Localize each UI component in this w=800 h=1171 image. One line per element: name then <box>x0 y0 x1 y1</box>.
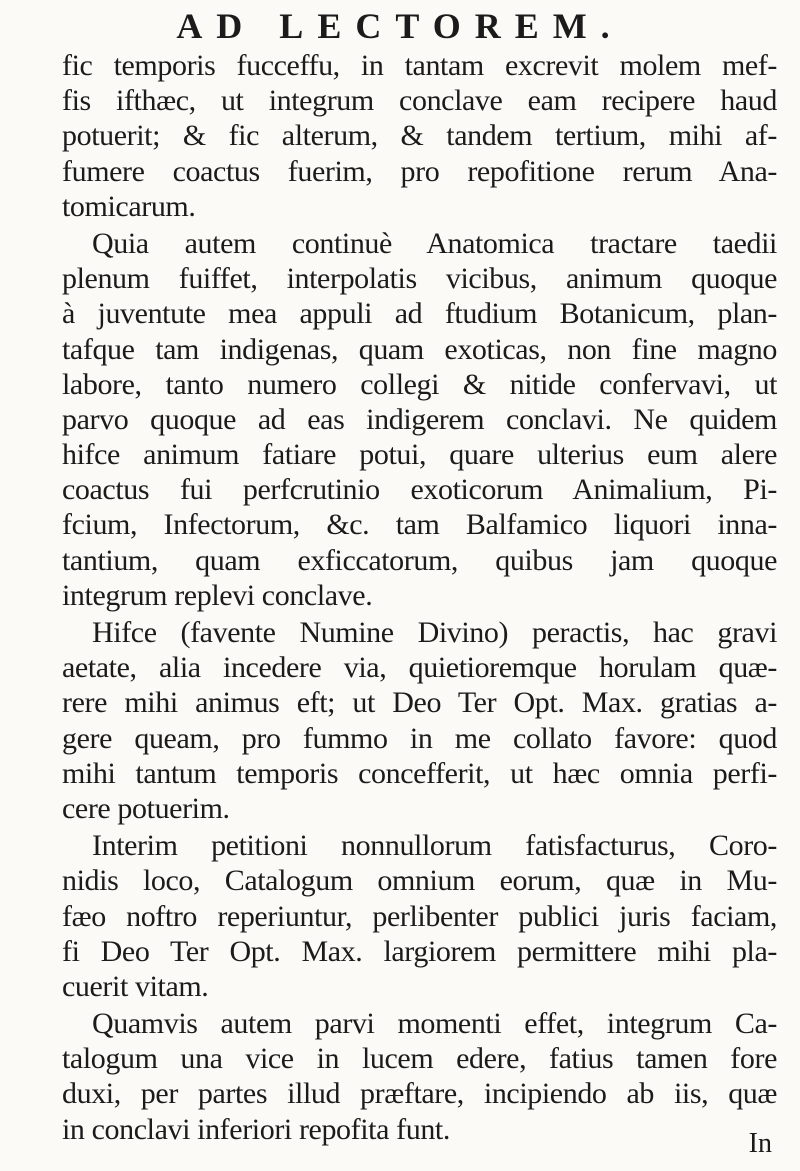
text-line: à juventute mea appuli ad ftudium Botanicum, plan- <box>62 297 777 331</box>
text-line: fic temporis fucceffu, in tantam excrevit molem mef- <box>62 49 777 82</box>
text-line: fi Deo Ter Opt. Max. largiorem permittere mihi pla- <box>62 934 777 968</box>
text-line: tafque tam indigenas, quam exoticas, non fine magno <box>62 332 777 366</box>
text-line: duxi, per partes illud præftare, incipiendo ab iis, quæ <box>62 1077 777 1111</box>
text-line: plenum fuiffet, interpolatis vicibus, animum quoque <box>62 262 777 296</box>
paragraph <box>62 48 777 224</box>
text-line: integrum replevi conclave. <box>62 578 373 612</box>
running-head: AD LECTOREM. <box>176 6 624 46</box>
paragraph <box>62 828 777 1004</box>
text-line: mihi tantum temporis concefferit, ut hæc omnia perfi- <box>62 756 777 790</box>
text-line: parvo quoque ad eas indigerem conclavi. Ne quidem <box>62 402 777 436</box>
text-line: tantium, quam exficcatorum, quibus jam quoque <box>62 543 777 577</box>
body-text <box>62 48 777 1147</box>
text-line: Interim petitioni nonnullorum fatisfacturus, Coro- <box>92 829 777 863</box>
text-line: aetate, alia incedere via, quietioremque horulam quæ- <box>62 651 777 685</box>
text-line: fis ifthæc, ut integrum conclave eam recipere haud <box>62 84 777 118</box>
text-line: cuerit vitam. <box>62 969 209 1003</box>
catchword: In <box>748 1128 772 1159</box>
text-line: Quia autem continuè Anatomica tractare taedii <box>92 226 777 260</box>
text-line: fæo noftro reperiuntur, perlibenter publici juris faciam, <box>62 899 777 933</box>
text-line: tomicarum. <box>62 189 196 223</box>
text-line: fumere coactus fuerim, pro repofitione rerum Ana- <box>62 154 777 188</box>
text-line: hifce animum fatiare potui, quare ulterius eum alere <box>62 438 777 472</box>
text-line: fcium, Infectorum, &c. tam Balfamico liquori inna- <box>62 508 777 542</box>
text-line: coactus fui perfcrutinio exoticorum Animalium, Pi- <box>62 473 777 507</box>
paragraph <box>62 226 777 613</box>
paragraph <box>62 615 777 826</box>
text-line: rere mihi animus eft; ut Deo Ter Opt. Max. gratias a- <box>62 686 777 720</box>
text-line: in conclavi inferiori repofita funt. <box>62 1112 450 1146</box>
text-line: potuerit; & fic alterum, & tandem tertium, mihi af- <box>62 119 777 153</box>
text-line: cere potuerim. <box>62 791 230 825</box>
text-line: gere queam, pro fummo in me collato favore: quod <box>62 721 777 755</box>
text-line: talogum una vice in lucem edere, fatius tamen fore <box>62 1042 777 1076</box>
paragraph <box>62 1006 777 1147</box>
text-line: Hifce (favente Numine Divino) peractis, hac gravi <box>92 616 777 649</box>
text-line: Quamvis autem parvi momenti effet, integrum Ca- <box>92 1007 777 1041</box>
text-line: labore, tanto numero collegi & nitide confervavi, ut <box>62 367 777 401</box>
text-line: nidis loco, Catalogum omnium eorum, quæ in Mu- <box>62 864 777 898</box>
